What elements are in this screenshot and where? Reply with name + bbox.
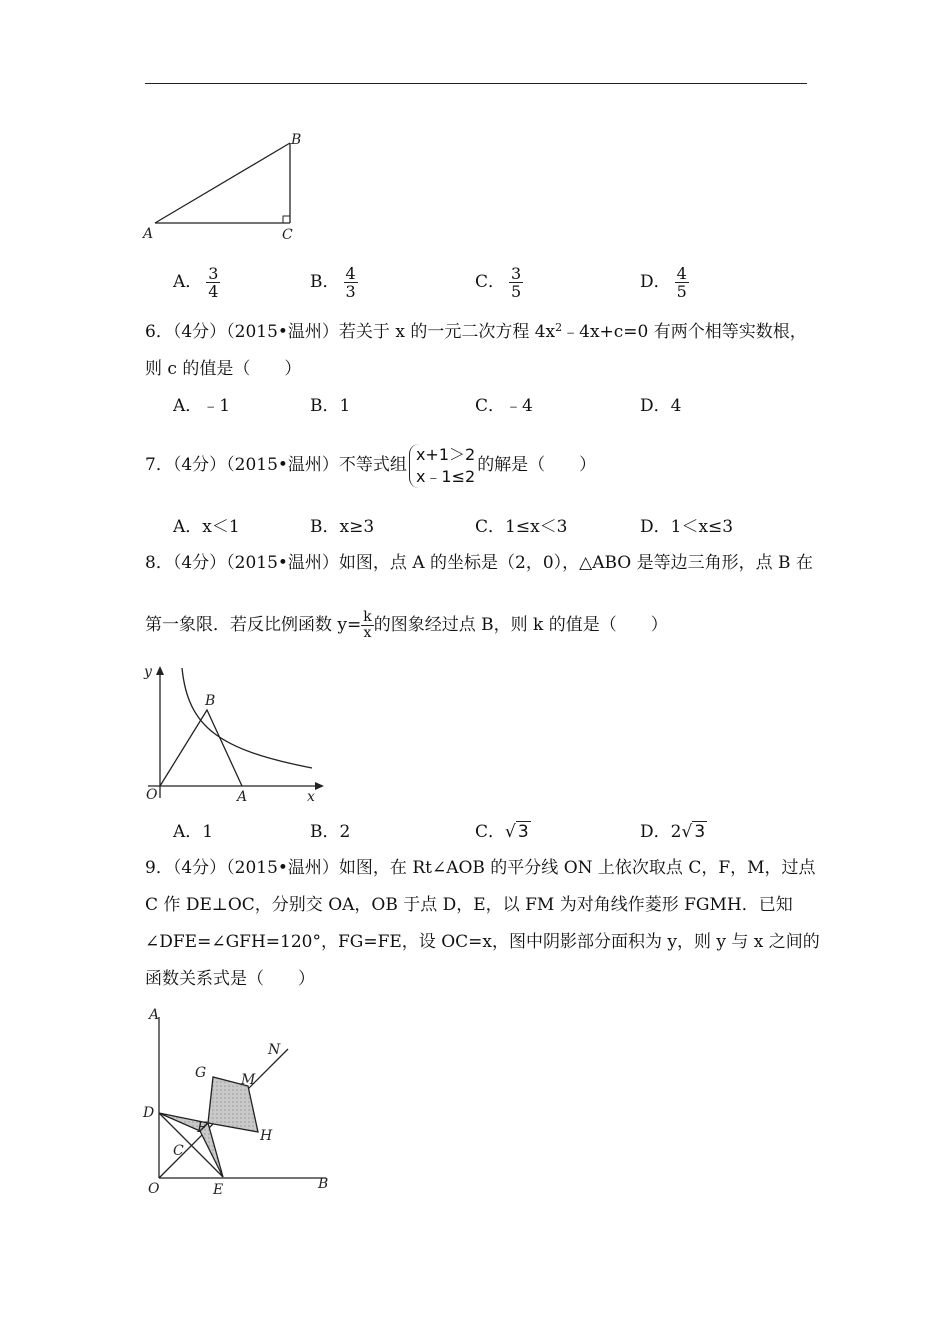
q8-label-x: x: [307, 789, 315, 805]
q9-label-f: F: [197, 1120, 207, 1136]
q9-stem-line4: 函数关系式是（ ）: [145, 969, 315, 989]
q7-option-d[interactable]: D．1＜x≤3: [640, 517, 734, 537]
q9-label-e: E: [213, 1182, 224, 1198]
q7-stem: 7．（4分）（2015•温州）不等式组 x+1＞2 x﹣1≤2 的解是（ ）: [145, 444, 597, 486]
q9-stem-line2: C 作 DE⊥OC，分别交 OA，OB 于点 D，E，以 FM 为对角线作菱形 FGMH．已知: [145, 895, 793, 915]
q5-option-d[interactable]: D． $\frac{4}{5}$: [640, 264, 687, 301]
triangle-figure: [140, 128, 310, 243]
q6-option-b[interactable]: B．1: [310, 396, 351, 416]
q8-label-y: y: [144, 664, 152, 680]
q8-option-c[interactable]: C．√ 3: [475, 822, 529, 842]
triangle-label-a: A: [143, 226, 154, 242]
q9-stem-line1: 9．（4分）（2015•温州）如图，在 Rt∠AOB 的平分线 ON 上依次取点 C，F，M，过点: [145, 858, 816, 878]
q9-label-g: G: [195, 1065, 207, 1081]
q9-label-c: C: [173, 1143, 184, 1159]
q7-option-c[interactable]: C．1≤x＜3: [475, 517, 568, 537]
inequality-system: x+1＞2 x﹣1≤2: [409, 444, 475, 488]
q7-option-a[interactable]: A．x＜1: [173, 517, 240, 537]
q9-label-b: B: [318, 1176, 329, 1192]
q8-label-o: O: [146, 787, 158, 803]
sqrt-symbol: √ 3: [505, 822, 529, 842]
q9-label-n: N: [268, 1042, 281, 1058]
q8-label-a: A: [237, 789, 248, 805]
q9-label-d: D: [143, 1105, 155, 1121]
q6-option-d[interactable]: D．4: [640, 396, 682, 416]
triangle-label-c: C: [282, 227, 293, 243]
q5-option-c[interactable]: C． $\frac{3}{5}$: [475, 264, 522, 301]
q9-label-m: M: [241, 1072, 256, 1088]
q8-stem-line2: 第一象限．若反比例函数 y= $\frac{k}{x}$ 的图象经过点 B，则 k 的值是（ ）: [145, 609, 668, 641]
q9-label-a: A: [149, 1007, 160, 1023]
q6-stem-line2: 则 c 的值是（ ）: [145, 359, 302, 379]
q8-label-b: B: [205, 693, 216, 709]
q6-option-a[interactable]: A．﹣1: [173, 396, 231, 416]
q5-option-b[interactable]: B． $\frac{4}{3}$: [310, 264, 356, 301]
sqrt-symbol: √ 3: [681, 822, 706, 842]
header-rule: [145, 83, 807, 84]
triangle-label-b: B: [291, 132, 302, 148]
q5-option-a[interactable]: A． $\frac{3}{4}$: [173, 264, 219, 301]
q9-label-o: O: [148, 1181, 160, 1197]
q7-option-b[interactable]: B．x≥3: [310, 517, 375, 537]
q6-stem-line1: 6．（4分）（2015•温州）若关于 x 的一元二次方程 $4x^2﹣4x+c=0$ 有两个相等实数根，: [145, 321, 807, 342]
q9-label-h: H: [260, 1128, 273, 1144]
q8-option-a[interactable]: A．1: [173, 822, 214, 842]
hyperbola-figure: [140, 658, 340, 808]
q8-option-d[interactable]: D．2√ 3: [640, 822, 706, 842]
rhombus-figure: [140, 1005, 340, 1205]
q6-option-c[interactable]: C．﹣4: [475, 396, 533, 416]
q9-stem-line3: ∠DFE=∠GFH=120°，FG=FE，设 OC=x，图中阴影部分面积为 y，则 y 与 x 之间的: [145, 932, 820, 952]
q8-option-b[interactable]: B．2: [310, 822, 351, 842]
q8-stem-line1: 8．（4分）（2015•温州）如图，点 A 的坐标是（2，0），△ABO 是等边三角形，点 B 在: [145, 553, 813, 573]
